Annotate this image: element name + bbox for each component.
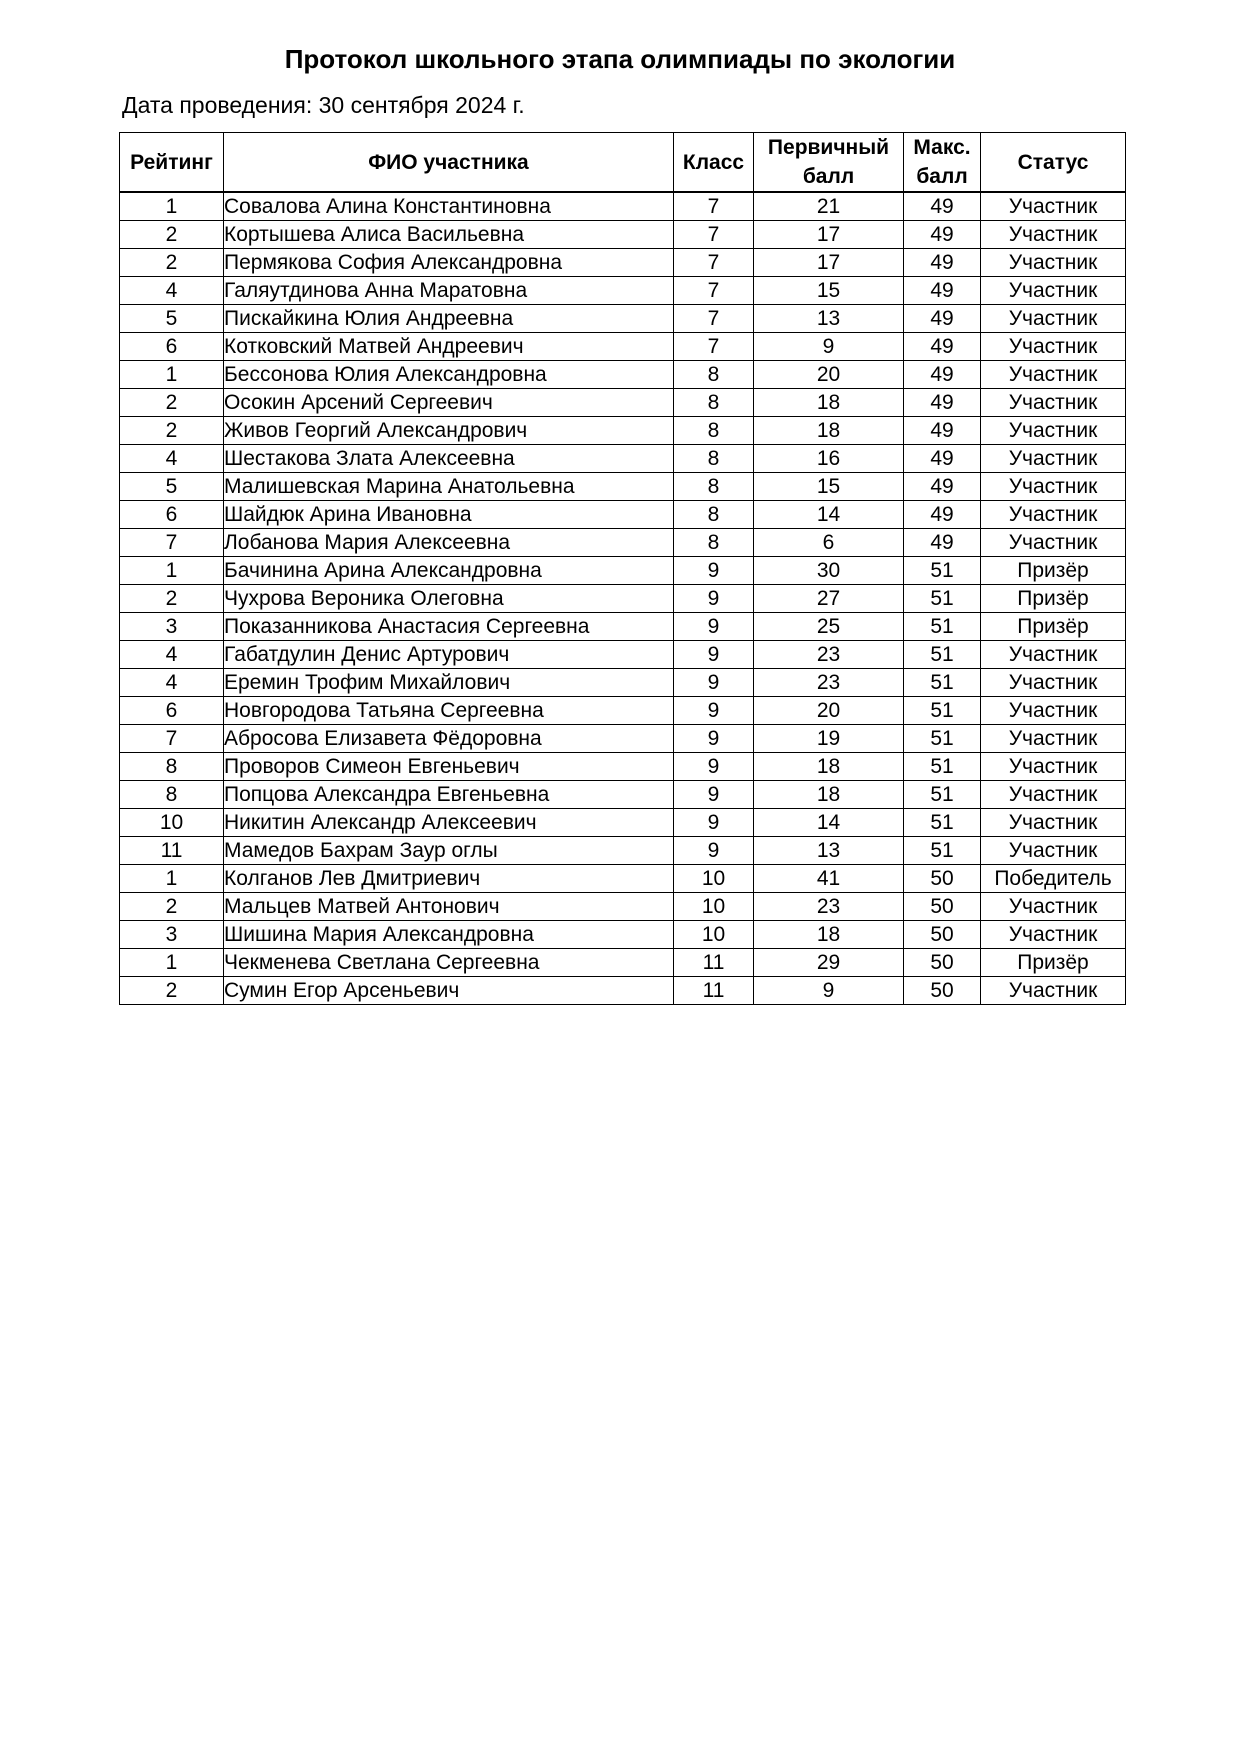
table-row (120, 417, 1126, 445)
cell-rating: 5 (120, 305, 224, 333)
cell-rating: 2 (120, 893, 224, 921)
cell-primary-score: 23 (754, 641, 904, 669)
cell-status: Участник (981, 753, 1126, 781)
cell-max-score: 51 (904, 585, 981, 613)
cell-grade: 10 (674, 893, 754, 921)
cell-rating: 3 (120, 613, 224, 641)
cell-max-score: 49 (904, 445, 981, 473)
cell-rating: 4 (120, 641, 224, 669)
cell-max-score: 51 (904, 753, 981, 781)
cell-grade: 8 (674, 389, 754, 417)
cell-grade: 9 (674, 697, 754, 725)
cell-rating: 1 (120, 192, 224, 221)
cell-status: Участник (981, 669, 1126, 697)
cell-primary-score: 18 (754, 389, 904, 417)
cell-grade: 9 (674, 613, 754, 641)
table-row (120, 921, 1126, 949)
cell-name: Котковский Матвей Андреевич (224, 333, 674, 361)
cell-max-score: 49 (904, 305, 981, 333)
cell-max-score: 49 (904, 192, 981, 221)
cell-grade: 7 (674, 221, 754, 249)
cell-grade: 9 (674, 669, 754, 697)
cell-status: Призёр (981, 613, 1126, 641)
cell-max-score: 51 (904, 697, 981, 725)
cell-status: Участник (981, 781, 1126, 809)
table-row (120, 697, 1126, 725)
cell-rating: 2 (120, 389, 224, 417)
cell-name: Шестакова Злата Алексеевна (224, 445, 674, 473)
cell-status: Участник (981, 977, 1126, 1005)
table-row (120, 249, 1126, 277)
cell-name: Пискайкина Юлия Андреевна (224, 305, 674, 333)
cell-grade: 8 (674, 445, 754, 473)
cell-max-score: 51 (904, 613, 981, 641)
cell-max-score: 50 (904, 893, 981, 921)
cell-grade: 7 (674, 249, 754, 277)
cell-grade: 9 (674, 753, 754, 781)
cell-name: Сумин Егор Арсеньевич (224, 977, 674, 1005)
cell-rating: 6 (120, 501, 224, 529)
cell-primary-score: 29 (754, 949, 904, 977)
cell-primary-score: 20 (754, 697, 904, 725)
cell-primary-score: 17 (754, 249, 904, 277)
cell-status: Участник (981, 473, 1126, 501)
table-row (120, 277, 1126, 305)
cell-status: Участник (981, 697, 1126, 725)
column-header-max-score: Макс. балл (904, 133, 981, 193)
cell-primary-score: 17 (754, 221, 904, 249)
cell-max-score: 51 (904, 781, 981, 809)
cell-primary-score: 16 (754, 445, 904, 473)
table-row (120, 641, 1126, 669)
cell-primary-score: 13 (754, 837, 904, 865)
table-row (120, 445, 1126, 473)
cell-status: Участник (981, 445, 1126, 473)
cell-name: Попцова Александра Евгеньевна (224, 781, 674, 809)
cell-rating: 7 (120, 725, 224, 753)
cell-grade: 7 (674, 333, 754, 361)
cell-primary-score: 14 (754, 809, 904, 837)
cell-status: Призёр (981, 949, 1126, 977)
cell-name: Мамедов Бахрам Заур оглы (224, 837, 674, 865)
cell-name: Пермякова София Александровна (224, 249, 674, 277)
cell-grade: 9 (674, 641, 754, 669)
cell-status: Призёр (981, 585, 1126, 613)
cell-primary-score: 9 (754, 333, 904, 361)
cell-name: Колганов Лев Дмитриевич (224, 865, 674, 893)
table-body (120, 192, 1126, 1005)
cell-status: Участник (981, 361, 1126, 389)
table-row (120, 613, 1126, 641)
cell-max-score: 50 (904, 949, 981, 977)
cell-name: Шайдюк Арина Ивановна (224, 501, 674, 529)
cell-name: Бачинина Арина Александровна (224, 557, 674, 585)
table-row (120, 333, 1126, 361)
cell-grade: 9 (674, 585, 754, 613)
table-row (120, 192, 1126, 221)
cell-name: Абросова Елизавета Фёдоровна (224, 725, 674, 753)
cell-primary-score: 30 (754, 557, 904, 585)
cell-rating: 7 (120, 529, 224, 557)
cell-name: Чухрова Вероника Олеговна (224, 585, 674, 613)
cell-grade: 11 (674, 949, 754, 977)
table-row (120, 725, 1126, 753)
cell-max-score: 50 (904, 977, 981, 1005)
cell-rating: 2 (120, 249, 224, 277)
cell-primary-score: 13 (754, 305, 904, 333)
cell-name: Шишина Мария Александровна (224, 921, 674, 949)
cell-max-score: 49 (904, 389, 981, 417)
cell-name: Еремин Трофим Михайлович (224, 669, 674, 697)
table-row (120, 585, 1126, 613)
table-row (120, 305, 1126, 333)
cell-primary-score: 20 (754, 361, 904, 389)
cell-rating: 1 (120, 557, 224, 585)
cell-max-score: 49 (904, 473, 981, 501)
table-row (120, 753, 1126, 781)
cell-status: Участник (981, 641, 1126, 669)
cell-primary-score: 18 (754, 417, 904, 445)
cell-rating: 2 (120, 221, 224, 249)
cell-primary-score: 15 (754, 277, 904, 305)
cell-rating: 1 (120, 361, 224, 389)
cell-name: Осокин Арсений Сергеевич (224, 389, 674, 417)
cell-rating: 5 (120, 473, 224, 501)
cell-max-score: 51 (904, 725, 981, 753)
cell-status: Участник (981, 417, 1126, 445)
cell-name: Малишевская Марина Анатольевна (224, 473, 674, 501)
cell-name: Совалова Алина Константиновна (224, 192, 674, 221)
cell-max-score: 51 (904, 837, 981, 865)
cell-grade: 7 (674, 305, 754, 333)
cell-max-score: 49 (904, 277, 981, 305)
cell-primary-score: 23 (754, 893, 904, 921)
table-row (120, 221, 1126, 249)
cell-max-score: 49 (904, 249, 981, 277)
cell-max-score: 49 (904, 501, 981, 529)
cell-rating: 2 (120, 585, 224, 613)
cell-primary-score: 18 (754, 781, 904, 809)
cell-max-score: 49 (904, 221, 981, 249)
cell-status: Участник (981, 501, 1126, 529)
cell-name: Мальцев Матвей Антонович (224, 893, 674, 921)
event-date: Дата проведения: 30 сентября 2024 г. (122, 92, 525, 118)
table-row (120, 501, 1126, 529)
cell-name: Никитин Александр Алексеевич (224, 809, 674, 837)
table-header (120, 133, 1126, 193)
cell-name: Чекменева Светлана Сергеевна (224, 949, 674, 977)
cell-rating: 8 (120, 781, 224, 809)
cell-rating: 8 (120, 753, 224, 781)
cell-max-score: 49 (904, 333, 981, 361)
cell-rating: 1 (120, 865, 224, 893)
cell-grade: 11 (674, 977, 754, 1005)
cell-status: Участник (981, 893, 1126, 921)
cell-status: Участник (981, 837, 1126, 865)
cell-status: Победитель (981, 865, 1126, 893)
cell-primary-score: 14 (754, 501, 904, 529)
cell-max-score: 50 (904, 865, 981, 893)
cell-status: Участник (981, 221, 1126, 249)
cell-grade: 9 (674, 809, 754, 837)
cell-grade: 8 (674, 361, 754, 389)
cell-rating: 2 (120, 977, 224, 1005)
results-table (119, 132, 1126, 1005)
table-row (120, 361, 1126, 389)
table-row (120, 949, 1126, 977)
cell-status: Участник (981, 277, 1126, 305)
cell-primary-score: 27 (754, 585, 904, 613)
table-row (120, 865, 1126, 893)
cell-status: Участник (981, 249, 1126, 277)
cell-primary-score: 15 (754, 473, 904, 501)
cell-primary-score: 21 (754, 192, 904, 221)
cell-name: Бессонова Юлия Александровна (224, 361, 674, 389)
table-row (120, 809, 1126, 837)
table-row (120, 473, 1126, 501)
cell-max-score: 51 (904, 641, 981, 669)
cell-status: Участник (981, 809, 1126, 837)
column-header-primary-score: Первичный балл (754, 133, 904, 193)
cell-status: Участник (981, 192, 1126, 221)
cell-name: Новгородова Татьяна Сергеевна (224, 697, 674, 725)
cell-status: Участник (981, 305, 1126, 333)
cell-status: Участник (981, 333, 1126, 361)
table-row (120, 977, 1126, 1005)
cell-rating: 6 (120, 697, 224, 725)
cell-status: Участник (981, 389, 1126, 417)
cell-status: Участник (981, 529, 1126, 557)
cell-rating: 2 (120, 417, 224, 445)
cell-name: Лобанова Мария Алексеевна (224, 529, 674, 557)
cell-primary-score: 9 (754, 977, 904, 1005)
cell-name: Галяутдинова Анна Маратовна (224, 277, 674, 305)
cell-primary-score: 25 (754, 613, 904, 641)
cell-status: Участник (981, 921, 1126, 949)
cell-rating: 3 (120, 921, 224, 949)
cell-grade: 7 (674, 192, 754, 221)
cell-name: Кортышева Алиса Васильевна (224, 221, 674, 249)
cell-grade: 8 (674, 529, 754, 557)
table-row (120, 557, 1126, 585)
table-row (120, 781, 1126, 809)
cell-max-score: 50 (904, 921, 981, 949)
cell-status: Участник (981, 725, 1126, 753)
column-header-name: ФИО участника (224, 133, 674, 193)
cell-grade: 8 (674, 501, 754, 529)
cell-rating: 4 (120, 669, 224, 697)
cell-max-score: 51 (904, 669, 981, 697)
column-header-rating: Рейтинг (120, 133, 224, 193)
cell-max-score: 49 (904, 529, 981, 557)
cell-primary-score: 6 (754, 529, 904, 557)
cell-max-score: 51 (904, 809, 981, 837)
cell-primary-score: 19 (754, 725, 904, 753)
column-header-grade: Класс (674, 133, 754, 193)
cell-primary-score: 18 (754, 753, 904, 781)
cell-rating: 4 (120, 277, 224, 305)
cell-rating: 6 (120, 333, 224, 361)
cell-primary-score: 41 (754, 865, 904, 893)
cell-max-score: 49 (904, 361, 981, 389)
cell-rating: 1 (120, 949, 224, 977)
cell-grade: 8 (674, 417, 754, 445)
table-row (120, 529, 1126, 557)
cell-grade: 10 (674, 865, 754, 893)
cell-grade: 8 (674, 473, 754, 501)
cell-grade: 9 (674, 557, 754, 585)
cell-name: Показанникова Анастасия Сергеевна (224, 613, 674, 641)
cell-name: Живов Георгий Александрович (224, 417, 674, 445)
cell-rating: 11 (120, 837, 224, 865)
cell-grade: 10 (674, 921, 754, 949)
cell-grade: 9 (674, 837, 754, 865)
cell-primary-score: 23 (754, 669, 904, 697)
document-title: Протокол школьного этапа олимпиады по экологии (284, 44, 956, 74)
cell-rating: 4 (120, 445, 224, 473)
cell-max-score: 51 (904, 557, 981, 585)
column-header-status: Статус (981, 133, 1126, 193)
cell-status: Призёр (981, 557, 1126, 585)
cell-max-score: 49 (904, 417, 981, 445)
cell-grade: 9 (674, 725, 754, 753)
table-row (120, 669, 1126, 697)
table-row (120, 837, 1126, 865)
table-row (120, 893, 1126, 921)
cell-grade: 7 (674, 277, 754, 305)
table-row (120, 389, 1126, 417)
cell-name: Проворов Симеон Евгеньевич (224, 753, 674, 781)
cell-grade: 9 (674, 781, 754, 809)
cell-rating: 10 (120, 809, 224, 837)
cell-name: Габатдулин Денис Артурович (224, 641, 674, 669)
cell-primary-score: 18 (754, 921, 904, 949)
